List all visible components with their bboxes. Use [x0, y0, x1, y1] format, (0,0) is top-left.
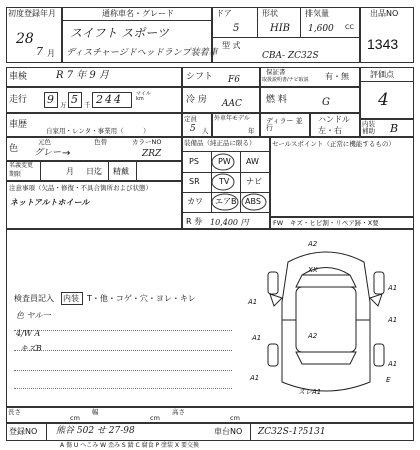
length-unit: cm — [70, 414, 80, 422]
car-windshield — [296, 275, 356, 287]
month-unit: 月 — [47, 49, 55, 58]
wheel-rear-right — [374, 344, 384, 366]
exhibit-label: 出品NO — [370, 9, 399, 18]
width-label: 幅 — [92, 408, 99, 416]
circle-tv — [212, 174, 234, 190]
inspection-value: R 7 年 9 月 — [56, 70, 109, 81]
car-rear-window — [296, 352, 356, 364]
car-body-outline — [282, 252, 370, 391]
warranty-value: 有・無 — [325, 72, 349, 81]
mileage-label: 走行 — [9, 95, 28, 105]
damage-zure-a1-rear: ズレA1 — [298, 388, 322, 396]
equip-pw: PW — [218, 157, 231, 166]
recycle-value: 10,400 円 — [210, 218, 249, 227]
length-label: 長さ — [8, 408, 21, 416]
fw-items: キズ・ヒビ割・リペア跡・X要 — [290, 219, 379, 227]
dimension-box — [6, 407, 414, 423]
annual-label: 外車年モデル — [214, 115, 250, 122]
reg-label: 登録NO — [9, 427, 38, 436]
mileage-unit-man: 万 — [60, 101, 67, 109]
seats-unit: 人 — [202, 127, 209, 135]
damage-e-rear: E — [386, 376, 391, 384]
doors-value: 5 — [233, 23, 240, 34]
note-line-3: キズB — [20, 344, 42, 353]
note-line-1: 色 ヤル一 — [16, 311, 51, 320]
interior-value: B — [390, 122, 399, 135]
damage-a1-right-mid: A1 — [388, 316, 398, 324]
shift-label: シフト — [186, 72, 214, 82]
width-unit: cm — [150, 414, 160, 422]
damage-a1-left-rear: A1 — [252, 334, 262, 342]
reg-value: 熊谷 502 せ 27-98 — [56, 426, 135, 436]
color-no-label: カラーNO — [132, 138, 162, 146]
color-label: 色 — [9, 144, 19, 154]
aircon-value: AAC — [222, 99, 242, 109]
history-value: 自家用・レンタ・事業用（ ） — [46, 127, 150, 135]
displacement-label: 排気量 — [305, 9, 329, 18]
wheel-rear-left — [268, 344, 278, 366]
color-arrow: → — [62, 148, 71, 159]
warranty-label: 保証書 — [266, 68, 286, 76]
wheel-front-right — [374, 272, 384, 294]
docs-confirm: 精戴 — [113, 167, 129, 176]
height-unit: cm — [230, 414, 240, 422]
equip-aw: AW — [246, 157, 259, 166]
docs-month: 月 — [66, 167, 74, 176]
first-reg-value: 28 — [16, 31, 34, 47]
orig-color-label: 元色 — [38, 138, 51, 146]
mileage-digit-1: 9 — [47, 93, 54, 106]
inspector-label: 検査員記入 — [14, 294, 54, 303]
wheel-front-left — [268, 272, 278, 294]
mileage-note: マイル km — [136, 91, 151, 102]
car-right-mirror — [370, 294, 382, 306]
fw-label: FW — [273, 219, 284, 227]
model-label: 型 式 — [222, 41, 241, 50]
damage-a1-left-back: A1 — [250, 374, 260, 382]
notes-title: 注意事項（欠品・修復・不具合箇所および状態） — [9, 184, 152, 192]
model-value: CBA- ZC32S — [262, 51, 319, 61]
interior-label: 内装 補助 — [362, 120, 375, 135]
history-label: 車歴 — [9, 120, 28, 130]
docs-limit-label: 期限 — [9, 171, 22, 178]
car-diagram — [238, 232, 414, 408]
name-grade-label: 通称車名・グレード — [102, 9, 174, 18]
damage-a2-front: A2 — [308, 240, 318, 248]
damage-xx-hood: XX — [308, 266, 318, 274]
shape-label: 形状 — [262, 9, 278, 18]
car-name-value: スイフト スポーツ — [70, 26, 169, 40]
dealer-label: ディラー 並行 — [266, 117, 303, 132]
shape-value: HIB — [270, 23, 291, 34]
height-label: 高さ — [172, 408, 185, 416]
sales-point-title: セールスポイント（正常に機能するもの） — [272, 140, 395, 148]
cc-unit: CC — [345, 23, 355, 31]
eval-value: 4 — [378, 90, 389, 110]
car-left-mirror — [270, 294, 282, 306]
docs-day: 日迄 — [86, 167, 102, 176]
eval-label: 評価点 — [370, 70, 394, 79]
damage-a1-right-front: A1 — [388, 284, 398, 292]
displacement-value: 1,600 — [308, 24, 334, 34]
first-reg-label: 初度登録年月 — [8, 9, 56, 18]
warranty-sub: 取扱説明書/ナビ取説 — [262, 77, 309, 83]
notes-first-line: ネットアルトホイール — [10, 197, 90, 207]
circle-abs — [242, 194, 266, 210]
mileage-digit-3: 244 — [96, 93, 123, 106]
fuel-value: G — [322, 97, 330, 108]
color-value: グレー — [34, 148, 62, 158]
vin-label: 車台NO — [214, 427, 243, 436]
mileage-digit-2: 5 — [71, 93, 78, 106]
seats-value: 5 — [190, 124, 196, 134]
equip-ps: PS — [189, 157, 199, 166]
first-reg-month: 7 — [36, 45, 43, 58]
damage-a2-roof: A2 — [308, 332, 318, 340]
damage-a1-left-front: A1 — [248, 298, 258, 306]
inspection-label: 車検 — [9, 72, 28, 82]
circle-airbag — [212, 194, 238, 210]
docs-label: 名義変更 — [9, 162, 34, 169]
equip-sr: SR — [189, 177, 200, 186]
inspector-options: 内装 T・他・コゲ・穴・ヨレ・キレ — [63, 294, 196, 303]
doors-label: ドア — [216, 9, 232, 18]
equip-airbag: エアB — [215, 197, 237, 206]
equip-circles — [182, 151, 270, 212]
aircon-label: 冷 房 — [186, 95, 207, 105]
equip-leather: カワ — [187, 197, 203, 206]
sales-point-box — [270, 137, 414, 217]
new-color-label: 色替 — [94, 138, 107, 146]
damage-a1-right-rear: A1 — [388, 360, 398, 368]
note-line-2: 4/W A — [16, 329, 41, 338]
fuel-label: 燃 料 — [266, 95, 287, 105]
vin-value: ZC32S-1?5131 — [258, 427, 326, 437]
color-no-value: ZRZ — [142, 149, 162, 159]
annual-value: 年 — [248, 127, 255, 135]
circle-pw — [212, 154, 234, 170]
equip-title: 装備品（純正品に限る） — [184, 139, 256, 147]
exhibit-number: 1343 — [367, 36, 399, 52]
mileage-unit-sen: 千 — [84, 101, 91, 109]
recycle-label: R 券 — [186, 217, 203, 226]
equip-navi: ナビ — [246, 177, 262, 186]
car-roof — [296, 287, 356, 352]
equip-tv: TV — [219, 177, 230, 186]
handle-label: ハンドル — [318, 115, 350, 124]
handle-value: 左・右 — [318, 126, 342, 135]
equip-abs: ABS — [245, 197, 261, 206]
shift-value: F6 — [228, 75, 240, 85]
legend: A 傷 U へこみ W 歪み S 錆 C 腐食 P 塗装 X 要交換 — [60, 442, 199, 449]
grade-note: ディスチャージドヘッドランプ装着車 — [66, 48, 218, 58]
seats-label: 定員 — [184, 115, 197, 123]
